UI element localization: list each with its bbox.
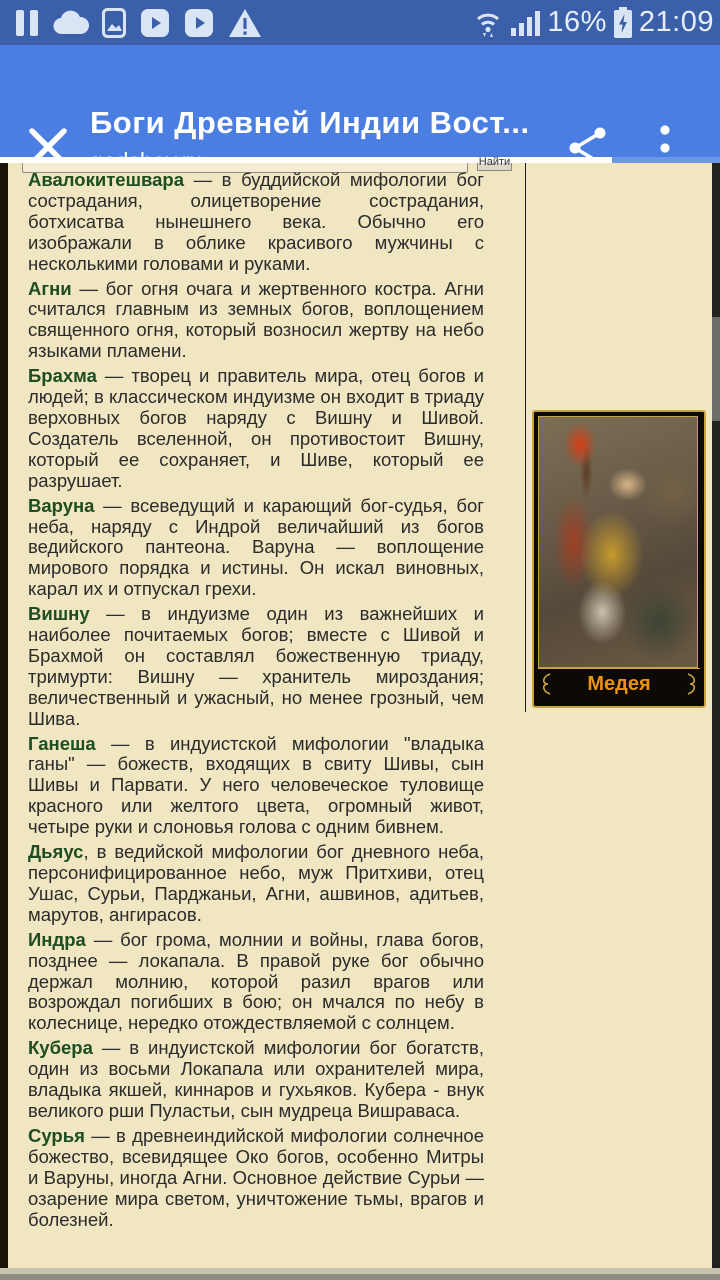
scrollbar-track[interactable]	[712, 163, 720, 1280]
scrollbar-thumb[interactable]	[712, 317, 720, 421]
god-entry	[28, 1126, 484, 1231]
medea-painting	[538, 416, 698, 668]
cloud-icon	[52, 10, 88, 36]
battery-charging-icon	[613, 7, 633, 39]
god-description: — бог грома, молнии и войны, глава богов, позднее — локапала. В правой руке бог обычно держал молнию, которой разил врагов или возрождал погибших в бою; он мчался по небу в колеснице, нередко отождествляемой с солнцем.	[28, 928, 484, 1034]
page-title: Боги Древней Индии Вост...	[90, 105, 530, 140]
god-description: — творец и правитель мира, отец богов и людей; в классическом индуизме он входит в триаду верховных богов наряду с Вишну и Шивой. Создатель вселенной, он противостоит Вишну, который ее сохраняет, и Шиве, который ее разрушает.	[28, 365, 484, 491]
notification-icons	[16, 0, 262, 45]
browser-header	[0, 45, 720, 157]
warning-icon	[228, 8, 262, 38]
status-bar	[0, 0, 720, 45]
system-status-icons	[471, 0, 714, 45]
pause-icon	[16, 10, 38, 36]
god-name: Авалокитешвара	[28, 169, 184, 190]
god-description: — всеведущий и карающий бог-судья, бог неба, наряду с Индрой величайший из богов ведийского пантеона. Варуна — воплощение мирового порядка и истины. Он искал виновных, карал их и отпускал грехи.	[28, 494, 484, 600]
god-name: Ганеша	[28, 732, 96, 754]
god-name: Агни	[28, 277, 72, 299]
god-name: Брахма	[28, 365, 97, 387]
clock: 21:09	[638, 6, 714, 38]
ornament-icon	[540, 673, 552, 695]
god-entry	[28, 734, 484, 839]
god-description: — в индуизме один из важнейших и наиболее почитаемых богов; вместе с Шивой и Брахмой он составлял божественную триаду, тримурти: Вишну — хранитель мироздания; величественный и ужасный, но менее грозный, чем Шива.	[28, 603, 484, 729]
web-page	[8, 156, 712, 1268]
god-entry	[28, 930, 484, 1035]
image-caption-text: Медея	[587, 672, 651, 695]
image-caption	[538, 668, 700, 699]
god-description: — в индуистской мифологии "владыка ганы" — божеств, входящих в свиту Шивы, сын Шивы и Парвати. У него человеческое туловище красного или желтого цвета, огромный живот, четыре руки и слоновья голова с одним бивнем.	[28, 732, 484, 838]
god-entry	[28, 1038, 484, 1122]
god-name: Сурья	[28, 1124, 85, 1146]
god-name: Варуна	[28, 494, 95, 516]
bottom-bar	[0, 1274, 720, 1280]
signal-icon	[511, 9, 541, 37]
play-icon	[184, 8, 214, 38]
god-description: — бог огня очага и жертвенного костра. Агни считался главным из земных богов, воплощением священного огня, который возносил жертву на небо языками пламени.	[28, 277, 484, 362]
play-icon	[140, 8, 170, 38]
wifi-icon	[471, 7, 505, 39]
god-description: — в буддийской мифологии бог сострадания, олицетворение сострадания, ботхисатва нынешнего века. Обычно его изображали в облике красивого мужчины с несколькими головами и руками.	[28, 169, 484, 274]
god-name: Вишну	[28, 603, 90, 625]
ornament-icon	[686, 673, 698, 695]
god-description: — в индуистской мифологии бог богатств, один из восьми Локапала или охранителей мира, владыка якшей, киннаров и гухьяков. Кубера - внук великого рши Пуластьи, сын мудреца Вишраваса.	[28, 1037, 484, 1121]
god-name: Кубера	[28, 1037, 93, 1059]
god-entry	[28, 604, 484, 729]
medea-image[interactable]	[532, 410, 706, 708]
page-left-edge	[0, 163, 8, 1268]
god-entry	[28, 170, 484, 275]
god-description: , в ведийской мифологии бог дневного неба, персонифицированное небо, муж Притхиви, отец Ушас, Сурьи, Парджаньи, Агни, ашвинов, адитьев, марутов, ангирасов.	[28, 841, 484, 925]
god-description: — в древнеиндийской мифологии солнечное божество, всевидящее Око богов, особенно Митры и Варуны, иногда Агни. Основное действие Сурьи — озарение мира светом, уничтожение тьмы, врагов и болезней.	[28, 1124, 484, 1230]
god-entry	[28, 842, 484, 926]
column-divider	[525, 163, 526, 712]
battery-percent: 16%	[547, 6, 607, 38]
screenshot-icon	[102, 8, 126, 38]
god-name: Индра	[28, 928, 86, 950]
search-button-label: Найти	[478, 156, 511, 168]
dictionary-list	[28, 170, 484, 1234]
god-entry	[28, 366, 484, 491]
god-name: Дьяус	[28, 841, 84, 863]
god-entry	[28, 279, 484, 363]
god-entry	[28, 496, 484, 601]
